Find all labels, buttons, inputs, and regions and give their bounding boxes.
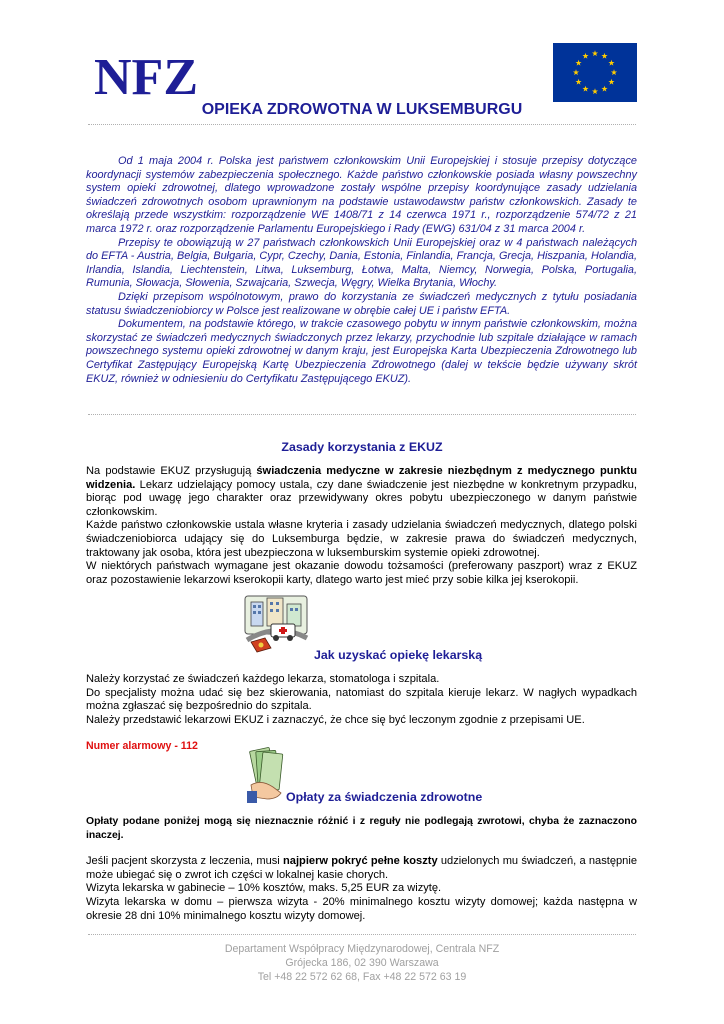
care-paragraph: Należy korzystać ze świadczeń każdego lekarza, stomatologa i szpitala. — [86, 673, 440, 685]
footer-divider — [88, 934, 636, 935]
ekuz-rules-section — [86, 465, 637, 587]
footer — [0, 943, 724, 984]
fees-paragraph: Wizyta lekarska w domu – pierwsza wizyta - 20% minimalnego kosztu wizyty domowej; każda następna w okresie 28 dni 10% minimalnego kosztu wizyty domowej. — [86, 895, 637, 922]
page-title: OPIEKA ZDROWOTNA W LUKSEMBURGU — [201, 101, 523, 118]
ekuz-paragraph: Na podstawie EKUZ przysługują świadczenia medyczne w zakresie niezbędnym z medycznego punktu widzenia. Lekarz udzielający pomocy ustala, czy dane świadczenie jest niezbędne w konkretnym przypadku, biorąc pod uwagę jego charakter oraz przewidywany okres pobytu ubezpieczonego w danym państwie członkowskim. — [86, 465, 637, 518]
section-heading-care: Jak uzyskać opiekę lekarską — [314, 648, 483, 662]
intro-paragraph: Dzięki przepisom wspólnotowym, prawo do korzystania ze świadczeń medycznych z tytułu posiadania statusu świadczeniobiorcy w Polsce jest realizowane w obrębie całej UE i państw EFTA. — [86, 290, 637, 317]
eu-flag — [553, 43, 637, 102]
section-heading-ekuz: Zasady korzystania z EKUZ — [281, 440, 443, 454]
city-ambulance-illustration — [243, 592, 311, 654]
fees-paragraph: Wizyta lekarska w gabinecie – 10% kosztów, maks. 5,25 EUR za wizytę. — [86, 882, 442, 895]
ekuz-paragraph: Każde państwo członkowskie ustala własne kryteria i zasady udzielania świadczeń medycznych, dlatego polski świadczeniobiorca udający się do Luksemburga będzie, w zakresie prawa do świadczeń medycznych, traktowany jak osoba, która jest ubezpieczona w luksemburskim systemie opieki zdrowotnej. — [86, 519, 637, 559]
emergency-number: Numer alarmowy - 112 — [86, 740, 198, 752]
nfz-logo-text: NFZ — [94, 52, 198, 98]
care-paragraph: Do specjalisty można udać się bez skierowania, natomiast do szpitala kieruje lekarz. W nagłych wypadkach można zgłaszać się bezpośrednio do szpitala. — [86, 686, 637, 713]
fees-section — [86, 815, 637, 923]
footer-department: Departament Współpracy Międzynarodowej, Centrala NFZ — [224, 943, 500, 955]
ekuz-paragraph: W niektórych państwach wymagane jest okazanie dowodu tożsamości (preferowany paszport) wraz z EKUZ oraz pozostawienie lekarzowi kserokopii karty, dlatego warto jest mieć przy sobie kilka jej kserokopii. — [86, 560, 637, 586]
care-section — [86, 673, 637, 727]
footer-address: Grójecka 186, 02 390 Warszawa — [285, 956, 439, 969]
intro-section — [86, 155, 637, 386]
money-hand-illustration — [247, 745, 287, 803]
section-divider — [88, 414, 636, 415]
care-paragraph: Należy przedstawić lekarzowi EKUZ i zaznaczyć, że chce się być leczonym zgodnie z przepisami UE. — [86, 713, 585, 726]
title-divider — [88, 124, 636, 125]
footer-contact: Tel +48 22 572 62 68, Fax +48 22 572 63 19 — [257, 970, 467, 983]
fees-paragraph: Jeśli pacjent skorzysta z leczenia, musi najpierw pokryć pełne koszty udzielonych mu świadczeń, a następnie może ubiegać się o zwrot ich części w lokalnej kasie chorych. — [86, 855, 637, 881]
intro-paragraph: Przepisy te obowiązują w 27 państwach członkowskich Unii Europejskiej oraz w 4 państwach należących do EFTA - Austria, Belgia, Bułgaria, Cypr, Czechy, Dania, Estonia, Finlandia, Francja, Grecja, Hiszpania, Holandia, Irlandia, Islandia, Liechtenstein, Litwa, Luksemburg, Łotwa, Malta, Niemcy, Norwegia, Polska, Portugalia, Rumunia, Słowacja, Słowenia, Szwajcaria, Szwecja, Węgry, Wielka Brytania, Włochy. — [86, 236, 637, 290]
section-heading-fees: Opłaty za świadczenia zdrowotne — [286, 790, 483, 804]
intro-paragraph: Od 1 maja 2004 r. Polska jest państwem członkowskim Unii Europejskiej i stosuje przepisy dotyczące koordynacji systemów zabezpieczenia społecznego. Każde państwo członkowskie posiada własny powszechny system opieki zdrowotnej, dlatego wprowadzone zostały wspólne przepisy koordynujące zasady udzielania świadczeń zdrowotnych osobom uprawnionym na podstawie ustawodawstw państw członkowskich. Zasady te określają przede wszystkim: rozporządzenie WE 1408/71 z 14 czerwca 1971 r., rozporządzenie 574/72 z 21 marca 1972 r. oraz rozporządzenie Parlamentu Europejskiego i Rady (EWG) 631/04 z 31 marca 2004 r. — [86, 155, 637, 235]
fees-note: Opłaty podane poniżej mogą się nieznacznie różnić i z reguły nie podlegają zwrotowi, chyba że zaznaczono inaczej. — [86, 816, 637, 841]
intro-paragraph: Dokumentem, na podstawie którego, w trakcie czasowego pobytu w innym państwie członkowskim, można skorzystać ze świadczeń medycznych świadczonych przez lekarzy, przychodnie lub szpitale działające w ramach powszechnego systemu opieki zdrowotnej w danym kraju, jest Europejska Karta Ubezpieczenia Zdrowotnego lub Certyfikat Zastępujący Europejską Kartę Ubezpieczenia Zdrowotnego (dalej w tekście będzie używany skrót EKUZ, również w odniesieniu do Certyfikatu Zastępującego EKUZ). — [86, 318, 637, 385]
nfz-logo — [94, 52, 202, 98]
